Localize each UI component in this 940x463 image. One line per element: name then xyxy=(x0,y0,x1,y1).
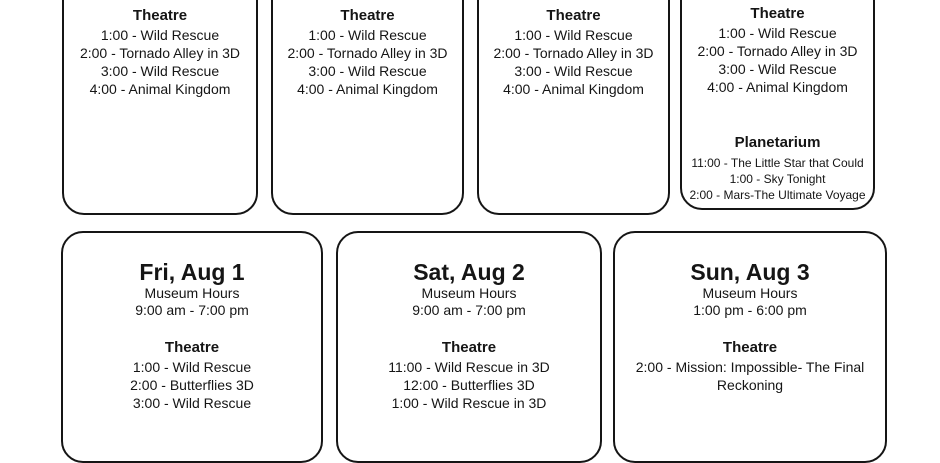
museum-hours-value: 1:00 pm - 6:00 pm xyxy=(693,302,807,318)
schedule-card-top-2 xyxy=(271,0,464,215)
schedule-card-top-1 xyxy=(62,0,258,215)
show-entry: 2:00 - Mars-The Ultimate Voyage xyxy=(689,188,866,202)
show-entry: 1:00 - Wild Rescue xyxy=(718,25,837,41)
day-title: Sun, Aug 3 xyxy=(690,259,810,285)
planetarium-section-title: Planetarium xyxy=(734,134,821,151)
day-title: Fri, Aug 1 xyxy=(139,259,245,285)
show-entry: 4:00 - Animal Kingdom xyxy=(707,79,848,95)
show-entry: 2:00 - Tornado Alley in 3D xyxy=(79,45,241,61)
show-entry: 4:00 - Animal Kingdom xyxy=(503,81,644,97)
show-entry: 3:00 - Wild Rescue xyxy=(100,63,220,79)
schedule-card-sun-aug-3 xyxy=(613,231,887,463)
show-entry: 3:00 - Wild Rescue xyxy=(718,61,837,77)
show-entry: 3:00 - Wild Rescue xyxy=(514,63,633,79)
show-entry: 2:00 - Tornado Alley in 3D xyxy=(697,43,858,59)
schedule-card-sat-aug-2 xyxy=(336,231,602,463)
show-entry: 1:00 - Wild Rescue xyxy=(514,27,633,43)
schedule-card-top-3 xyxy=(477,0,670,215)
show-entry: 3:00 - Wild Rescue xyxy=(132,395,252,411)
show-entry: 1:00 - Wild Rescue in 3D xyxy=(391,395,547,411)
show-entry: 4:00 - Animal Kingdom xyxy=(297,81,438,97)
day-title: Sat, Aug 2 xyxy=(413,259,525,285)
show-entry: 11:00 - Wild Rescue in 3D xyxy=(388,359,550,375)
theatre-section-title: Theatre xyxy=(340,7,395,24)
museum-hours-label: Museum Hours xyxy=(702,285,798,301)
show-entry: 1:00 - Wild Rescue xyxy=(100,27,220,43)
schedule-card-top-4 xyxy=(680,0,875,210)
museum-hours-value: 9:00 am - 7:00 pm xyxy=(135,302,249,318)
show-entry: 12:00 - Butterflies 3D xyxy=(403,377,535,393)
theatre-section-title: Theatre xyxy=(546,7,601,24)
show-entry: 2:00 - Tornado Alley in 3D xyxy=(493,45,654,61)
theatre-section-title: Theatre xyxy=(441,339,497,356)
show-entry: 4:00 - Animal Kingdom xyxy=(89,81,231,97)
schedule-card-fri-aug-1 xyxy=(61,231,323,463)
theatre-section-title: Theatre xyxy=(722,339,778,356)
theatre-section-title: Theatre xyxy=(750,5,805,22)
show-entry: 11:00 - The Little Star that Could xyxy=(691,156,864,170)
show-entry: 2:00 - Butterflies 3D xyxy=(130,377,254,393)
show-entry: 3:00 - Wild Rescue xyxy=(308,63,427,79)
show-entry: 1:00 - Wild Rescue xyxy=(308,27,427,43)
show-entry: 2:00 - Tornado Alley in 3D xyxy=(287,45,448,61)
show-entry: 1:00 - Wild Rescue xyxy=(132,359,252,375)
museum-hours-label: Museum Hours xyxy=(421,285,517,301)
museum-hours-value: 9:00 am - 7:00 pm xyxy=(412,302,526,318)
show-entry: 2:00 - Mission: Impossible- The Final Reckoning xyxy=(635,359,865,393)
theatre-section-title: Theatre xyxy=(132,7,188,24)
show-entry: 1:00 - Sky Tonight xyxy=(729,172,826,186)
theatre-section-title: Theatre xyxy=(164,339,220,356)
museum-hours-label: Museum Hours xyxy=(144,285,240,301)
